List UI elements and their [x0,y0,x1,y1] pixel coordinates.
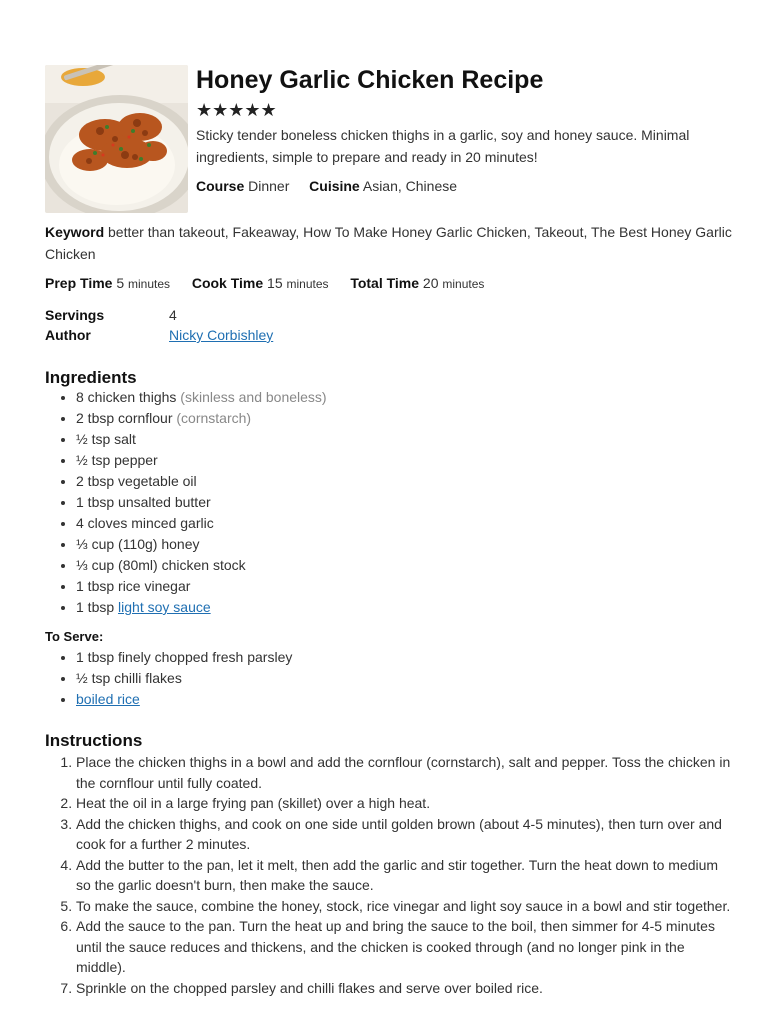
to-serve-list [45,647,292,710]
ingredient-item [76,668,292,689]
cook-time-value: 15 [267,275,283,291]
instruction-step: 5. To make the sauce, combine the honey, stock, rice vinegar and light soy sauce in a bowl and stir together. [76,896,736,917]
ingredient-item [76,597,327,618]
instruction-step: 6. Add the sauce to the pan. Turn the heat up and bring the sauce to the boil, then simmer for 4-5 minutes until the sauce reduces and thickens, and the chicken is cooked through (and no longer pink in the middle). [76,916,736,978]
ingredient-text: ½ tsp pepper [76,452,158,468]
course-label: Course [196,178,245,194]
ingredient-item [76,534,327,555]
ingredient-text: ½ tsp chilli flakes [76,670,182,686]
author-label: Author [45,327,91,343]
to-serve-heading: To Serve: [45,629,104,644]
ingredient-text: 4 cloves minced garlic [76,515,214,531]
cook-time-unit: minutes [286,277,329,291]
course-value: Dinner [248,178,290,194]
servings-label: Servings [45,307,105,323]
instruction-step: 4. Add the butter to the pan, let it melt, then add the garlic and stir together. Turn the heat down to medium so the garlic doesn't burn, then make the sauce. [76,855,736,896]
keyword-value: better than takeout, Fakeaway, How To Make Honey Garlic Chicken, Takeout, The Best Honey Garlic Chicken [45,224,732,262]
recipe-title: Honey Garlic Chicken Recipe [196,66,544,94]
ingredients-heading: Ingredients [45,368,137,387]
author-row [45,325,273,345]
ingredient-link[interactable]: boiled rice [76,691,140,707]
ingredient-text: ⅓ cup (80ml) chicken stock [76,557,246,573]
ingredient-text: 1 tbsp unsalted butter [76,494,211,510]
total-time-value: 20 [422,275,439,291]
instruction-step: 3. Add the chicken thighs, and cook on one side until golden brown (about 4-5 minutes), then turn over and cook for a further 2 minutes. [76,814,736,855]
author-link[interactable]: Nicky Corbishley [169,327,274,343]
cook-time-label: Cook Time [191,275,264,291]
instructions-heading: Instructions [45,731,143,750]
course-cuisine-row [196,176,457,196]
servings-value: 4 [169,307,177,323]
ingredient-text: 2 tbsp cornflour [76,410,173,426]
ingredient-text: ⅓ cup (110g) honey [76,536,200,552]
ingredient-item [76,492,327,513]
prep-time-label: Prep Time [45,275,113,291]
instruction-step: 2. Heat the oil in a large frying pan (skillet) over a high heat. [76,793,736,814]
servings-row [45,305,177,325]
ingredient-note: (skinless and boneless) [180,389,327,405]
ingredient-text: 1 tbsp finely chopped fresh parsley [76,649,293,665]
ingredients-list [45,387,327,618]
cuisine-value: Asian, Chinese [362,178,458,194]
ingredient-link[interactable]: light soy sauce [118,599,211,615]
keyword-label: Keyword [45,224,105,240]
ingredient-note: (cornstarch) [176,410,252,426]
ingredient-item [76,647,292,668]
recipe-photo [45,65,188,213]
total-time-unit: minutes [442,277,485,291]
ingredient-text: 1 tbsp rice vinegar [76,578,191,594]
recipe-summary: Sticky tender boneless chicken thighs in a garlic, soy and honey sauce. Minimal ingredients, simple to prepare and ready in 20 minutes! [196,127,690,165]
ingredient-text: 2 tbsp vegetable oil [76,473,197,489]
ingredient-item [76,555,327,576]
prep-time-unit: minutes [128,277,171,291]
ingredient-text: ½ tsp salt [76,431,136,447]
prep-time-value: 5 [116,275,125,291]
total-time-label: Total Time [350,275,420,291]
cuisine-label: Cuisine [309,178,360,194]
ingredient-item [76,513,327,534]
ingredient-item [76,576,327,597]
ingredient-text: 1 tbsp [76,599,115,615]
ingredient-item [76,471,327,492]
instruction-step: 1. Place the chicken thighs in a bowl and add the cornflour (cornstarch), salt and pepper. Toss the chicken in the cornflour until fully coated. [76,752,736,793]
ingredient-item [76,387,327,408]
ingredient-item [76,429,327,450]
ingredient-item [76,450,327,471]
ingredient-text: 8 chicken thighs [76,389,177,405]
keyword-row [45,221,735,265]
ingredient-item [76,408,327,429]
instructions-list [45,752,736,998]
instruction-step: 7. Sprinkle on the chopped parsley and chilli flakes and serve over boiled rice. [76,978,736,999]
times-row [45,273,484,294]
rating-stars-icon[interactable]: ★★★★★ [196,100,277,120]
ingredient-item [76,689,292,710]
